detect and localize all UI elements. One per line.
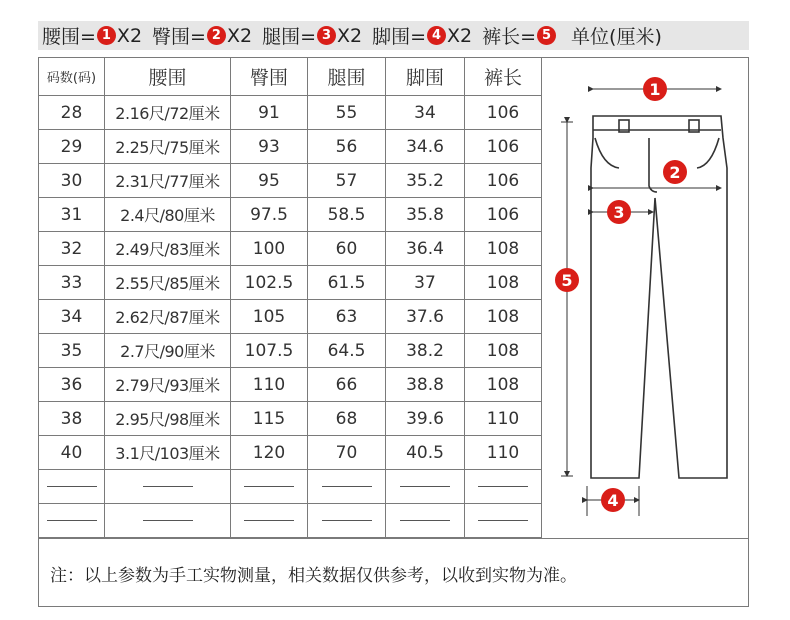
cell-size: 28 xyxy=(39,96,105,130)
blank-line xyxy=(400,520,450,521)
empty-row xyxy=(39,504,542,538)
cell-size: 30 xyxy=(39,164,105,198)
cell-length: 108 xyxy=(465,232,542,266)
empty-cell xyxy=(105,470,231,504)
empty-cell xyxy=(39,504,105,538)
svg-text:3: 3 xyxy=(613,203,625,222)
cell-length: 108 xyxy=(465,368,542,402)
empty-cell xyxy=(105,504,231,538)
cell-thigh: 70 xyxy=(308,436,386,470)
svg-text:5: 5 xyxy=(561,271,573,290)
cell-thigh: 66 xyxy=(308,368,386,402)
col-header-leg-opening: 脚围 xyxy=(386,58,465,96)
formula-leg-opening: 脚围= 4 X2 xyxy=(372,24,473,48)
formula-length: 裤长= 5 xyxy=(482,22,557,49)
cell-length: 106 xyxy=(465,96,542,130)
cell-waist: 2.95尺/98厘米 xyxy=(105,402,231,436)
empty-row xyxy=(39,470,542,504)
cell-leg-opening: 35.8 xyxy=(386,198,465,232)
cell-thigh: 60 xyxy=(308,232,386,266)
blank-line xyxy=(143,520,193,521)
empty-cell xyxy=(308,470,386,504)
marker-3-badge: 3 xyxy=(317,26,336,45)
cell-leg-opening: 39.6 xyxy=(386,402,465,436)
cell-hip: 93 xyxy=(231,130,308,164)
svg-text:2: 2 xyxy=(669,163,681,182)
cell-size: 34 xyxy=(39,300,105,334)
blank-line xyxy=(143,486,193,487)
col-header-waist: 腰围 xyxy=(105,58,231,96)
table-row xyxy=(39,266,542,300)
cell-waist: 3.1尺/103厘米 xyxy=(105,436,231,470)
cell-thigh: 64.5 xyxy=(308,334,386,368)
svg-text:4: 4 xyxy=(607,491,619,510)
cell-hip: 115 xyxy=(231,402,308,436)
table-row xyxy=(39,198,542,232)
cell-thigh: 61.5 xyxy=(308,266,386,300)
cell-hip: 110 xyxy=(231,368,308,402)
cell-hip: 105 xyxy=(231,300,308,334)
cell-waist: 2.62尺/87厘米 xyxy=(105,300,231,334)
table-row xyxy=(39,232,542,266)
table-header-row xyxy=(39,58,542,96)
cell-leg-opening: 40.5 xyxy=(386,436,465,470)
blank-line xyxy=(244,486,294,487)
marker-1 xyxy=(643,77,667,101)
cell-leg-opening: 37 xyxy=(386,266,465,300)
cell-leg-opening: 34.6 xyxy=(386,130,465,164)
cell-hip: 102.5 xyxy=(231,266,308,300)
cell-size: 29 xyxy=(39,130,105,164)
cell-length: 106 xyxy=(465,164,542,198)
blank-line xyxy=(244,520,294,521)
cell-hip: 107.5 xyxy=(231,334,308,368)
blank-line xyxy=(47,486,97,487)
empty-cell xyxy=(465,504,542,538)
formula-hip: 臀围= 2 X2 xyxy=(152,24,253,48)
cell-leg-opening: 35.2 xyxy=(386,164,465,198)
cell-waist: 2.79尺/93厘米 xyxy=(105,368,231,402)
col-header-thigh: 腿围 xyxy=(308,58,386,96)
marker-2-badge: 2 xyxy=(207,26,226,45)
empty-cell xyxy=(465,470,542,504)
formula-waist: 腰围= 1 X2 xyxy=(42,24,143,48)
cell-length: 106 xyxy=(465,198,542,232)
cell-length: 110 xyxy=(465,436,542,470)
empty-cell xyxy=(231,470,308,504)
table-row xyxy=(39,130,542,164)
cell-waist: 2.31尺/77厘米 xyxy=(105,164,231,198)
cell-length: 108 xyxy=(465,334,542,368)
cell-thigh: 56 xyxy=(308,130,386,164)
blank-line xyxy=(47,520,97,521)
empty-cell xyxy=(39,470,105,504)
col-header-length: 裤长 xyxy=(465,58,542,96)
size-table xyxy=(38,57,542,538)
cell-hip: 120 xyxy=(231,436,308,470)
cell-size: 35 xyxy=(39,334,105,368)
blank-line xyxy=(478,486,528,487)
table-row xyxy=(39,300,542,334)
cell-waist: 2.4尺/80厘米 xyxy=(105,198,231,232)
cell-thigh: 68 xyxy=(308,402,386,436)
empty-cell xyxy=(386,504,465,538)
table-row xyxy=(39,334,542,368)
marker-5 xyxy=(555,268,579,292)
marker-2 xyxy=(663,160,687,184)
blank-line xyxy=(322,486,372,487)
marker-5-badge: 5 xyxy=(537,26,556,45)
disclaimer-note: 注：以上参数为手工实物测量，相关数据仅供参考，以收到实物为准。 xyxy=(38,538,749,607)
table-row xyxy=(39,96,542,130)
marker-4-badge: 4 xyxy=(427,26,446,45)
marker-3 xyxy=(607,200,631,224)
table-body xyxy=(39,96,542,538)
cell-leg-opening: 38.2 xyxy=(386,334,465,368)
unit-label: 单位(厘米) xyxy=(571,26,662,48)
formula-thigh: 腿围= 3 X2 xyxy=(262,24,363,48)
cell-thigh: 58.5 xyxy=(308,198,386,232)
cell-waist: 2.7尺/90厘米 xyxy=(105,334,231,368)
pants-outline xyxy=(591,116,727,478)
cell-waist: 2.49尺/83厘米 xyxy=(105,232,231,266)
cell-hip: 97.5 xyxy=(231,198,308,232)
table-row xyxy=(39,164,542,198)
cell-length: 108 xyxy=(465,300,542,334)
cell-thigh: 63 xyxy=(308,300,386,334)
empty-cell xyxy=(231,504,308,538)
cell-hip: 91 xyxy=(231,96,308,130)
cell-length: 110 xyxy=(465,402,542,436)
cell-size: 38 xyxy=(39,402,105,436)
cell-leg-opening: 38.8 xyxy=(386,368,465,402)
col-header-hip: 臀围 xyxy=(231,58,308,96)
table-row xyxy=(39,368,542,402)
blank-line xyxy=(322,520,372,521)
blank-line xyxy=(478,520,528,521)
cell-length: 106 xyxy=(465,130,542,164)
empty-cell xyxy=(386,470,465,504)
cell-waist: 2.16尺/72厘米 xyxy=(105,96,231,130)
cell-waist: 2.25尺/75厘米 xyxy=(105,130,231,164)
empty-cell xyxy=(308,504,386,538)
cell-size: 40 xyxy=(39,436,105,470)
marker-1-badge: 1 xyxy=(97,26,116,45)
cell-size: 36 xyxy=(39,368,105,402)
cell-hip: 95 xyxy=(231,164,308,198)
cell-leg-opening: 37.6 xyxy=(386,300,465,334)
cell-size: 31 xyxy=(39,198,105,232)
cell-hip: 100 xyxy=(231,232,308,266)
pants-diagram xyxy=(541,58,748,538)
size-formula-bar xyxy=(38,21,749,50)
cell-leg-opening: 36.4 xyxy=(386,232,465,266)
cell-leg-opening: 34 xyxy=(386,96,465,130)
col-header-size: 码数(码) xyxy=(39,58,105,96)
cell-size: 32 xyxy=(39,232,105,266)
marker-4 xyxy=(601,488,625,512)
table-row xyxy=(39,436,542,470)
cell-length: 108 xyxy=(465,266,542,300)
cell-size: 33 xyxy=(39,266,105,300)
table-row xyxy=(39,402,542,436)
cell-waist: 2.55尺/85厘米 xyxy=(105,266,231,300)
cell-thigh: 57 xyxy=(308,164,386,198)
cell-thigh: 55 xyxy=(308,96,386,130)
blank-line xyxy=(400,486,450,487)
svg-text:1: 1 xyxy=(649,80,661,99)
